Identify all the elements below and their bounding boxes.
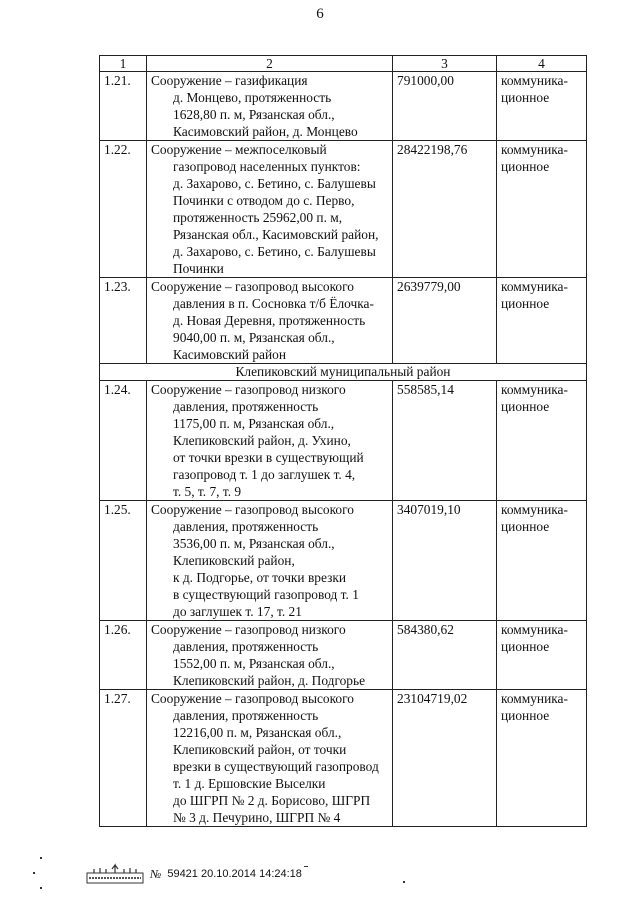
row-type: [497, 72, 587, 141]
col-header-1: 1: [100, 56, 147, 72]
row-number: 1.27.: [100, 690, 147, 827]
description-line: 12216,00 п. м, Рязанская обл.,: [173, 725, 342, 740]
type-line: коммуника-: [501, 73, 568, 88]
row-number: 1.22.: [100, 141, 147, 278]
description-line: д. Захарово, с. Бетино, с. Балушевы: [173, 176, 376, 191]
row-cost: 791000,00: [393, 72, 497, 141]
description-line: давления в п. Сосновка т/б Ёлочка-: [173, 296, 374, 311]
row-number: 1.24.: [100, 381, 147, 501]
description-line: протяженность 25962,00 п. м,: [173, 210, 343, 225]
registration-stamp: 59421 20.10.2014 14:24:18: [167, 868, 302, 880]
description-line: № 3 д. Печурино, ШГРП № 4: [173, 810, 341, 825]
footer: [86, 863, 302, 885]
description-line: врезки в существующий газопровод: [173, 759, 379, 774]
row-cost: 3407019,10: [393, 501, 497, 621]
scan-speck: [403, 881, 405, 883]
scan-speck: [40, 887, 42, 889]
description-line: до заглушек т. 17, т. 21: [173, 604, 302, 619]
description-line: д. Захарово, с. Бетино, с. Балушевы: [173, 244, 376, 259]
row-number: 1.21.: [100, 72, 147, 141]
type-line: коммуника-: [501, 382, 568, 397]
table-row: [100, 690, 587, 827]
description-line: Сооружение – газопровод высокого: [151, 279, 354, 294]
type-line: ционное: [501, 399, 550, 414]
table-row: [100, 621, 587, 690]
col-header-3: 3: [393, 56, 497, 72]
reg-number-sign: №: [150, 866, 162, 881]
description-line: давления, протяженность: [173, 708, 319, 723]
description-line: Клепиковский район,: [173, 553, 295, 568]
description-line: 3536,00 п. м, Рязанская обл.,: [173, 536, 335, 551]
table-row: [100, 501, 587, 621]
col-header-4: 4: [497, 56, 587, 72]
row-description: [147, 690, 393, 827]
table-row: [100, 72, 587, 141]
description-line: т. 5, т. 7, т. 9: [173, 484, 242, 499]
description-line: давления, протяженность: [173, 639, 319, 654]
row-description: [147, 381, 393, 501]
row-cost: 2639779,00: [393, 278, 497, 364]
description-line: газопровод населенных пунктов:: [173, 159, 361, 174]
description-line: Сооружение – газопровод низкого: [151, 622, 346, 637]
row-type: [497, 278, 587, 364]
scan-speck: [304, 866, 308, 867]
description-line: в существующий газопровод т. 1: [173, 587, 359, 602]
registry-logo-icon: [86, 863, 144, 885]
row-type: [497, 381, 587, 501]
description-line: Починки с отводом до с. Перво,: [173, 193, 355, 208]
row-type: [497, 690, 587, 827]
row-description: [147, 278, 393, 364]
description-line: Рязанская обл., Касимовский район,: [173, 227, 379, 242]
row-type: [497, 501, 587, 621]
row-number: 1.23.: [100, 278, 147, 364]
type-line: ционное: [501, 639, 550, 654]
description-line: до ШГРП № 2 д. Борисово, ШГРП: [173, 793, 371, 808]
description-line: 9040,00 п. м, Рязанская обл.,: [173, 330, 335, 345]
row-type: [497, 621, 587, 690]
table-header-row: [100, 56, 587, 72]
col-header-2: 2: [147, 56, 393, 72]
section-row: [100, 364, 587, 381]
description-line: Сооружение – газопровод высокого: [151, 502, 354, 517]
row-type: [497, 141, 587, 278]
description-line: 1628,80 п. м, Рязанская обл.,: [173, 107, 335, 122]
description-line: Сооружение – газопровод высокого: [151, 691, 354, 706]
type-line: ционное: [501, 296, 550, 311]
description-line: давления, протяженность: [173, 519, 319, 534]
row-cost: 23104719,02: [393, 690, 497, 827]
description-line: д. Монцево, протяженность: [173, 90, 332, 105]
row-description: [147, 501, 393, 621]
row-number: 1.26.: [100, 621, 147, 690]
description-line: Починки: [173, 261, 224, 276]
description-line: Сооружение – межпоселковый: [151, 142, 327, 157]
description-line: т. 1 д. Ершовские Выселки: [173, 776, 326, 791]
page-number: 6: [316, 6, 324, 22]
row-cost: 28422198,76: [393, 141, 497, 278]
row-description: [147, 72, 393, 141]
description-line: газопровод т. 1 до заглушек т. 4,: [173, 467, 356, 482]
row-cost: 558585,14: [393, 381, 497, 501]
row-description: [147, 141, 393, 278]
type-line: коммуника-: [501, 279, 568, 294]
row-cost: 584380,62: [393, 621, 497, 690]
description-line: Клепиковский район, д. Подгорье: [173, 673, 366, 688]
description-line: Сооружение – газификация: [151, 73, 308, 88]
type-line: коммуника-: [501, 502, 568, 517]
scan-speck: [40, 857, 42, 859]
description-line: Касимовский район, д. Монцево: [173, 124, 358, 139]
description-line: Клепиковский район, д. Ухино,: [173, 433, 351, 448]
row-description: [147, 621, 393, 690]
type-line: коммуника-: [501, 691, 568, 706]
description-line: Клепиковский район, от точки: [173, 742, 347, 757]
type-line: ционное: [501, 159, 550, 174]
description-line: 1552,00 п. м, Рязанская обл.,: [173, 656, 335, 671]
description-line: д. Новая Деревня, протяженность: [173, 313, 366, 328]
description-line: к д. Подгорье, от точки врезки: [173, 570, 347, 585]
type-line: ционное: [501, 519, 550, 534]
scan-speck: [33, 872, 35, 874]
description-line: Касимовский район: [173, 347, 287, 362]
table-row: [100, 381, 587, 501]
table-row: [100, 278, 587, 364]
table-row: [100, 141, 587, 278]
type-line: коммуника-: [501, 622, 568, 637]
type-line: ционное: [501, 90, 550, 105]
row-number: 1.25.: [100, 501, 147, 621]
property-table: [99, 55, 587, 827]
section-title: Клепиковский муниципальный район: [100, 364, 587, 381]
description-line: 1175,00 п. м, Рязанская обл.,: [173, 416, 335, 431]
description-line: Сооружение – газопровод низкого: [151, 382, 346, 397]
type-line: ционное: [501, 708, 550, 723]
description-line: от точки врезки в существующий: [173, 450, 364, 465]
description-line: давления, протяженность: [173, 399, 319, 414]
type-line: коммуника-: [501, 142, 568, 157]
